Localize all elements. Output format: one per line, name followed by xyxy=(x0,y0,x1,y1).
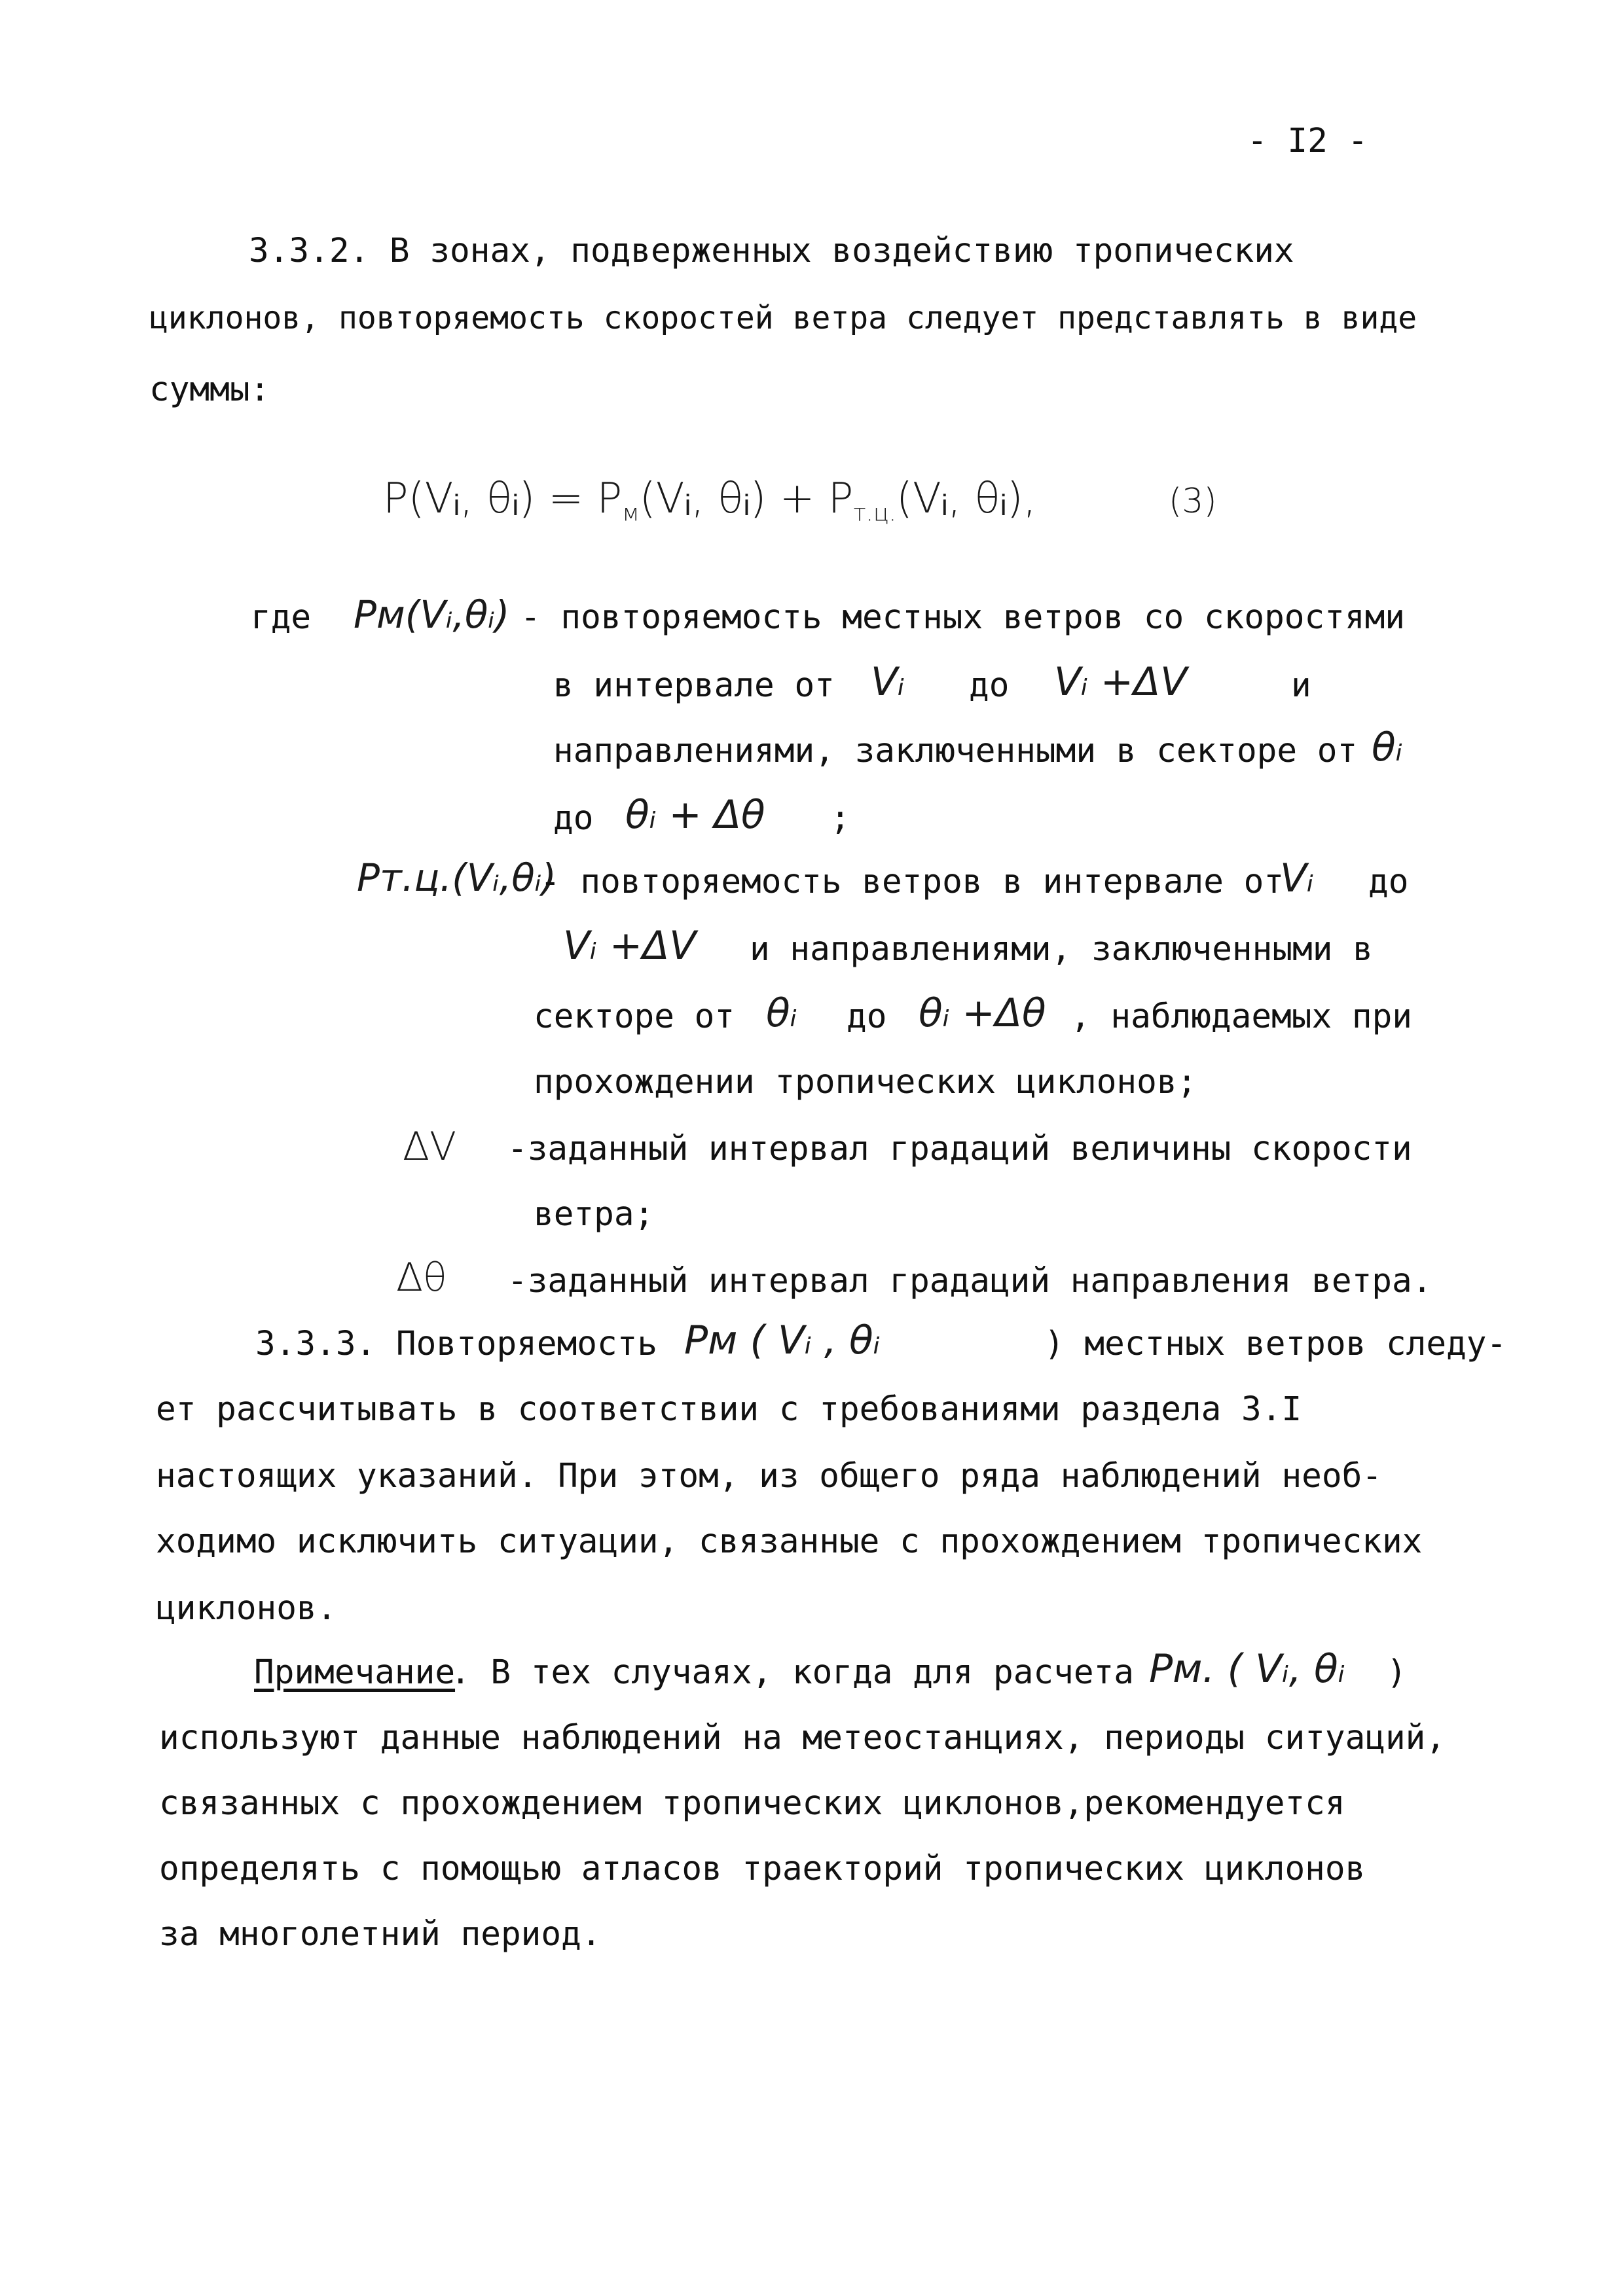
definition-1-v1: Vᵢ xyxy=(871,659,905,705)
definition-4-line-1: -заданный интервал градаций направления ветра. xyxy=(507,1262,1432,1300)
section-3-3-2-line-3: суммы: xyxy=(149,370,270,409)
definition-2-v1: Vᵢ xyxy=(1280,855,1314,901)
definition-2-symbol: Pт.ц.(Vᵢ,θᵢ) xyxy=(357,855,556,900)
formula-p-m-sub: м xyxy=(622,499,640,527)
definition-2-line-4: прохождении тропических циклонов; xyxy=(534,1063,1197,1102)
page-number: - I2 - xyxy=(1247,122,1368,160)
note-line-1a: . В тех случаях, когда для расчета xyxy=(450,1653,1134,1692)
definition-2-theta1: θᵢ xyxy=(766,990,797,1036)
definition-1-theta2: θᵢ + Δθ xyxy=(625,792,765,838)
definition-3-line-2: ветра; xyxy=(534,1195,655,1234)
section-3-3-3-line-2: ет рассчитывать в соответствии с требованиями раздела 3.I xyxy=(156,1390,1302,1429)
definition-2-v2: Vᵢ +ΔV xyxy=(563,923,697,969)
definition-2-line-2: и направлениями, заключенными в xyxy=(750,930,1373,969)
definition-1-v2: Vᵢ +ΔV xyxy=(1054,659,1188,705)
section-3-3-3-line-5: циклонов. xyxy=(156,1589,337,1628)
formula-3 xyxy=(383,475,1036,527)
note-line-1b: ) xyxy=(1387,1653,1407,1692)
definition-2-line-3b: до xyxy=(847,997,887,1036)
formula-args-1: (Vᵢ, θᵢ) + xyxy=(639,475,828,523)
definition-2-line-3c: , наблюдаемых при xyxy=(1070,997,1412,1036)
formula-args-2: (Vᵢ, θᵢ), xyxy=(896,475,1036,523)
definition-1-theta1: θᵢ xyxy=(1372,725,1403,770)
formula-lhs: P(Vᵢ, θᵢ) = xyxy=(383,475,597,523)
section-3-3-3-line-1b: ) местных ветров следу- xyxy=(1044,1325,1507,1363)
definition-1-line-2c: и xyxy=(1291,666,1311,705)
note-symbol: Pм. ( Vᵢ, θᵢ xyxy=(1149,1646,1345,1692)
section-3-3-3-line-4: ходимо исключить ситуации, связанные с прохождением тропических xyxy=(156,1522,1423,1561)
note-line-3: связанных с прохождением тропических циклонов,рекомендуется xyxy=(159,1784,1345,1823)
definition-2-theta2: θᵢ +Δθ xyxy=(919,990,1046,1036)
definition-1-line-2b: до xyxy=(969,666,1010,705)
definition-1-line-3: направлениями, заключенными в секторе от xyxy=(553,732,1358,770)
definition-3-line-1: -заданный интервал градаций величины скорости xyxy=(507,1130,1412,1168)
formula-p-tc: P xyxy=(828,475,854,523)
definition-2-line-1b: до xyxy=(1368,863,1409,901)
definition-1-symbol: Pм(Vᵢ,θᵢ) xyxy=(354,592,510,637)
definition-1-line-2a: в интервале от xyxy=(553,666,835,705)
definition-3-symbol: ΔV xyxy=(403,1124,457,1170)
definition-2-line-3a: секторе от xyxy=(534,997,735,1036)
definition-4-symbol: Δθ xyxy=(396,1255,447,1300)
formula-number: (3) xyxy=(1169,482,1217,521)
definition-1-line-4a: до xyxy=(553,799,594,838)
section-3-3-3-line-1a: 3.3.3. Повторяемость xyxy=(255,1325,658,1363)
section-3-3-3-symbol: Pм ( Vᵢ , θᵢ xyxy=(684,1318,881,1363)
section-3-3-2-line-1: 3.3.2. В зонах, подверженных воздействию тропических xyxy=(249,232,1294,270)
note-label: Примечание xyxy=(254,1653,456,1692)
section-3-3-3-line-3: настоящих указаний. При этом, из общего ряда наблюдений необ- xyxy=(156,1457,1382,1496)
definition-2-line-1a: - повторяемость ветров в интервале от xyxy=(540,863,1285,901)
note-line-2: используют данные наблюдений на метеостанциях, периоды ситуаций, xyxy=(159,1719,1446,1757)
formula-p-tc-sub: т.ц. xyxy=(853,499,896,527)
note-line-4: определять с помощью атласов траекторий тропических циклонов xyxy=(159,1850,1366,1888)
definition-1-line-4b: ; xyxy=(830,799,850,838)
section-3-3-2-line-2: циклонов, повторяемость скоростей ветра следует представлять в виде xyxy=(149,300,1417,336)
formula-p-m: P xyxy=(596,475,623,523)
definitions-where: где xyxy=(251,598,312,637)
definition-1-line-1: - повторяемость местных ветров со скоростями xyxy=(520,598,1406,637)
note-line-5: за многолетний период. xyxy=(159,1915,602,1954)
